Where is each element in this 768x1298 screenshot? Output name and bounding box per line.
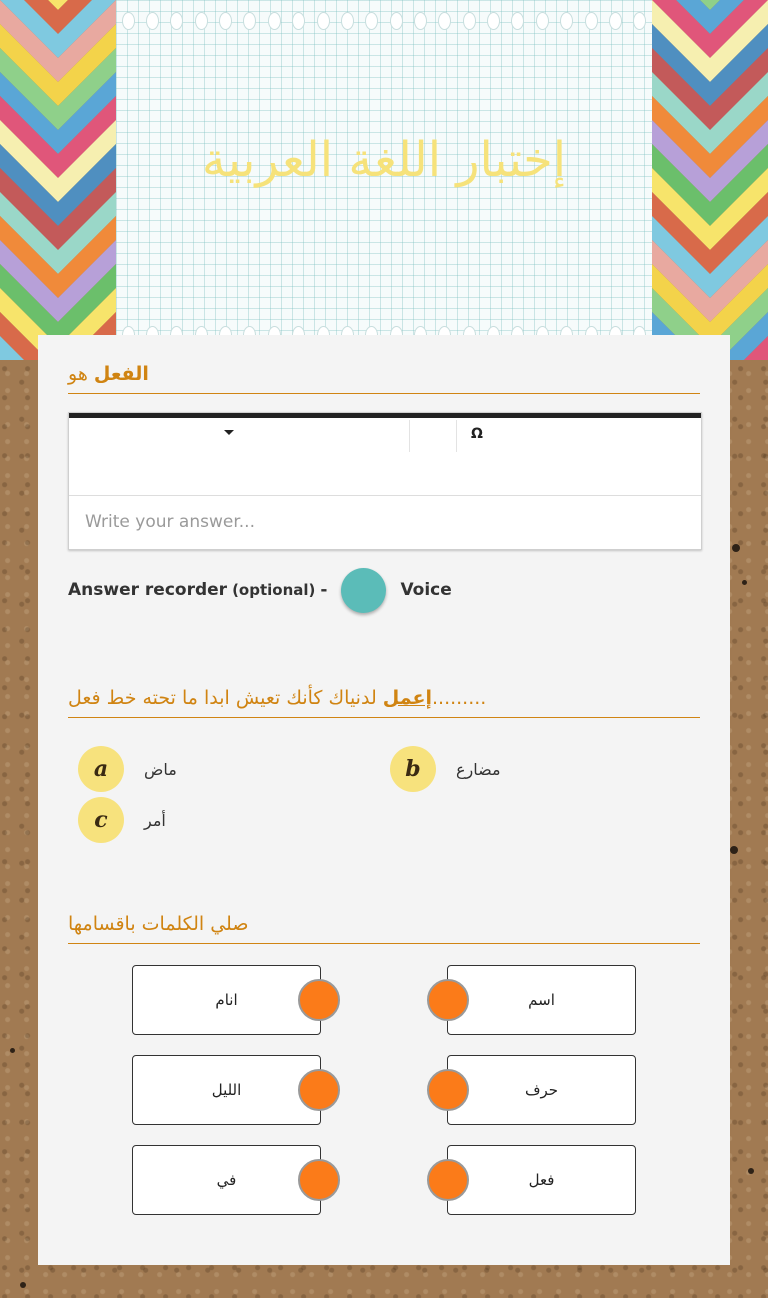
header-banner bbox=[0, 0, 768, 360]
option-a-badge: a bbox=[78, 746, 124, 792]
cork-speck bbox=[748, 1168, 754, 1174]
cork-speck bbox=[10, 1048, 15, 1053]
option-c-badge: c bbox=[78, 797, 124, 843]
match-right-2-connector[interactable] bbox=[427, 1069, 469, 1111]
page-title: إختبار اللغة العربية bbox=[201, 132, 567, 188]
match-left-1[interactable]: انام bbox=[132, 965, 321, 1035]
answer-recorder bbox=[68, 567, 452, 613]
cork-speck bbox=[730, 846, 738, 854]
quiz-card bbox=[38, 335, 730, 1265]
option-b-text: مضارع bbox=[456, 759, 501, 779]
match-left-2-connector[interactable] bbox=[298, 1069, 340, 1111]
cork-speck bbox=[742, 580, 747, 585]
cork-speck bbox=[732, 544, 740, 552]
special-character-icon[interactable]: Ω bbox=[471, 426, 483, 442]
record-voice-button[interactable] bbox=[341, 568, 386, 613]
answer-editor bbox=[68, 412, 702, 550]
option-c-text: أمر bbox=[144, 810, 166, 830]
match-left-1-connector[interactable] bbox=[298, 979, 340, 1021]
recorder-label: Answer recorder bbox=[68, 580, 228, 600]
recorder-voice-label: Voice bbox=[400, 580, 452, 600]
question-1-title bbox=[68, 363, 700, 394]
question-2-underlined: إعمل bbox=[382, 687, 432, 709]
match-left-3[interactable]: في bbox=[132, 1145, 321, 1215]
match-right-3[interactable]: فعل bbox=[447, 1145, 636, 1215]
match-right-2[interactable]: حرف bbox=[447, 1055, 636, 1125]
question-3-title bbox=[68, 913, 700, 944]
chevron-pattern-left bbox=[0, 0, 116, 360]
option-a[interactable] bbox=[78, 746, 177, 792]
option-b-badge: b bbox=[390, 746, 436, 792]
option-a-text: ماض bbox=[144, 759, 177, 779]
recorder-dash: - bbox=[320, 580, 328, 600]
match-left-3-connector[interactable] bbox=[298, 1159, 340, 1201]
match-left-2[interactable]: الليل bbox=[132, 1055, 321, 1125]
match-right-1-connector[interactable] bbox=[427, 979, 469, 1021]
editor-toolbar bbox=[69, 418, 701, 496]
toolbar-separator bbox=[456, 420, 457, 452]
question-3-text: صلي الكلمات باقسامها bbox=[68, 913, 249, 935]
match-right-3-connector[interactable] bbox=[427, 1159, 469, 1201]
paper-holes-top bbox=[116, 12, 652, 32]
question-1-bold: الفعل bbox=[93, 363, 149, 385]
cork-speck bbox=[20, 1282, 26, 1288]
option-c[interactable] bbox=[78, 797, 166, 843]
option-b[interactable] bbox=[390, 746, 501, 792]
question-1-rest: هو bbox=[68, 363, 94, 385]
question-2-title bbox=[68, 687, 700, 718]
format-dropdown-icon[interactable] bbox=[224, 430, 234, 435]
toolbar-separator bbox=[409, 420, 410, 452]
chevron-pattern-right bbox=[652, 0, 768, 360]
question-2-rest: لدنياك كأنك تعيش ابدا ما تحته خط فعل......... bbox=[68, 687, 487, 709]
answer-input[interactable] bbox=[69, 496, 701, 548]
match-right-1[interactable]: اسم bbox=[447, 965, 636, 1035]
recorder-optional: (optional) bbox=[232, 581, 316, 599]
